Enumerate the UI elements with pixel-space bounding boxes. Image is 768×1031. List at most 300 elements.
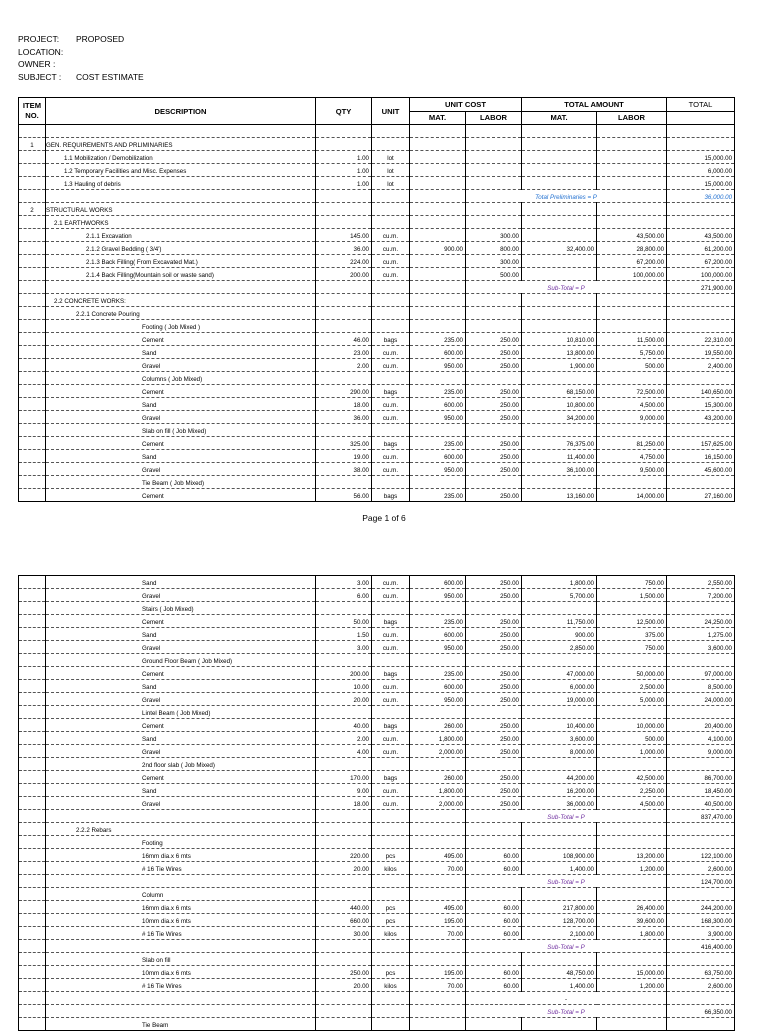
unit-cost-labor-cell: 250.00 — [466, 745, 522, 758]
page-2-rows — [19, 576, 735, 1031]
subtotal-label: Sub-Total = P — [466, 810, 667, 823]
empty-cell — [522, 836, 597, 849]
empty-cell — [597, 424, 667, 437]
total-cell — [667, 125, 735, 138]
qty-cell: 660.00 — [316, 914, 372, 927]
line-item-row — [19, 229, 735, 242]
description-cell: Column — [46, 888, 316, 901]
item-cell — [19, 589, 46, 602]
cost-table-page-1 — [18, 97, 735, 502]
heading-row — [19, 706, 735, 719]
unit-cell: bags — [372, 719, 410, 732]
empty-cell — [466, 602, 522, 615]
empty-cell — [316, 294, 372, 307]
item-cell — [19, 654, 46, 667]
empty-cell — [410, 372, 466, 385]
description-cell: 2.1 EARTHWORKS — [46, 216, 316, 229]
empty-cell — [372, 320, 410, 333]
total-labor-cell: 50,000.00 — [597, 667, 667, 680]
item-cell — [19, 784, 46, 797]
empty-cell — [597, 372, 667, 385]
total-labor-cell: 81,250.00 — [597, 437, 667, 450]
empty-cell — [372, 823, 410, 836]
line-item-row — [19, 901, 735, 914]
total-mat-cell: 1,400.00 — [522, 862, 597, 875]
empty-cell — [597, 320, 667, 333]
unit-cost-mat-cell: 600.00 — [410, 680, 466, 693]
subtotal-row — [19, 875, 735, 888]
line-item-row — [19, 411, 735, 424]
description-cell: Slab on fill — [46, 953, 316, 966]
total-mat-cell — [522, 151, 597, 164]
line-item-row — [19, 914, 735, 927]
unit-cell: bags — [372, 333, 410, 346]
empty-cell — [372, 203, 410, 216]
empty-cell — [597, 1018, 667, 1031]
qty-cell: 2.00 — [316, 732, 372, 745]
total-mat-cell — [522, 229, 597, 242]
total-labor-cell: 39,600.00 — [597, 914, 667, 927]
empty-cell — [410, 953, 466, 966]
description-cell: Gravel — [46, 589, 316, 602]
item-cell — [19, 758, 46, 771]
item-cell — [19, 849, 46, 862]
description-cell: Stairs ( Job Mixed) — [46, 602, 316, 615]
description-cell: GEN. REQUIREMENTS AND PRLIMINARIES — [46, 138, 316, 151]
unit-cost-labor-cell: 250.00 — [466, 680, 522, 693]
unit-cell: bags — [372, 437, 410, 450]
empty-cell — [410, 190, 466, 203]
unit-cost-mat-cell: 600.00 — [410, 398, 466, 411]
qty-cell: 20.00 — [316, 693, 372, 706]
total-mat-cell: 68,150.00 — [522, 385, 597, 398]
line-item-row — [19, 797, 735, 810]
item-cell — [19, 602, 46, 615]
unit-cell: cu.m. — [372, 463, 410, 476]
empty-cell — [410, 294, 466, 307]
item-cell — [19, 125, 46, 138]
qty-cell: 200.00 — [316, 667, 372, 680]
description-cell: 2.1.3 Back Filling( From Excavated Mat.) — [46, 255, 316, 268]
total-cell: 2,550.00 — [667, 576, 735, 589]
section-row — [19, 203, 735, 216]
total-mat-cell: 217,800.00 — [522, 901, 597, 914]
description-cell: Footing ( Job Mixed ) — [46, 320, 316, 333]
empty-cell — [372, 307, 410, 320]
empty-cell — [46, 875, 316, 888]
item-cell — [19, 307, 46, 320]
empty-cell — [19, 875, 46, 888]
qty-cell: 50.00 — [316, 615, 372, 628]
unit-cost-mat-cell: 70.00 — [410, 927, 466, 940]
empty-cell — [316, 320, 372, 333]
subtotal-row — [19, 281, 735, 294]
empty-cell — [372, 940, 410, 953]
total-cell: 2,400.00 — [667, 359, 735, 372]
unit-cell: bags — [372, 771, 410, 784]
item-cell — [19, 164, 46, 177]
line-item-row — [19, 979, 735, 992]
description-cell: Sand — [46, 784, 316, 797]
item-cell — [19, 953, 46, 966]
total-labor-cell: 9,500.00 — [597, 463, 667, 476]
description-cell: Sand — [46, 576, 316, 589]
description-cell: 2.2.2 Rebars — [46, 823, 316, 836]
empty-cell — [372, 216, 410, 229]
empty-cell — [466, 706, 522, 719]
unit-cost-mat-cell: 235.00 — [410, 489, 466, 502]
item-cell: 1 — [19, 138, 46, 151]
unit-cell: bags — [372, 385, 410, 398]
total-cell: 15,000.00 — [667, 177, 735, 190]
subtotal-row — [19, 940, 735, 953]
unit-cost-labor-cell: 60.00 — [466, 966, 522, 979]
empty-cell — [316, 424, 372, 437]
line-item-row — [19, 927, 735, 940]
empty-cell — [522, 307, 597, 320]
empty-cell — [372, 294, 410, 307]
total-labor-cell: 2,250.00 — [597, 784, 667, 797]
qty-cell: 1.00 — [316, 164, 372, 177]
unit-cost-labor-cell: 60.00 — [466, 914, 522, 927]
qty-header: QTY — [316, 98, 372, 125]
line-item-row — [19, 437, 735, 450]
unit-header: UNIT — [372, 98, 410, 125]
empty-cell — [410, 602, 466, 615]
unit-cost-labor-cell: 60.00 — [466, 849, 522, 862]
qty-cell: 1.00 — [316, 177, 372, 190]
description-cell: Tie Beam ( Job Mixed) — [46, 476, 316, 489]
empty-cell — [316, 706, 372, 719]
sheet-header — [18, 33, 318, 83]
unit-cost-labor-cell: 250.00 — [466, 333, 522, 346]
empty-cell — [597, 138, 667, 151]
total-amount-header: TOTAL AMOUNT — [522, 98, 667, 112]
empty-cell — [372, 476, 410, 489]
empty-cell — [316, 138, 372, 151]
item-no-header: ITEM NO. — [19, 98, 46, 125]
total-cell: 2,600.00 — [667, 979, 735, 992]
total-cell: 24,250.00 — [667, 615, 735, 628]
total-labor-cell — [597, 177, 667, 190]
total-labor-cell: 72,500.00 — [597, 385, 667, 398]
item-cell — [19, 346, 46, 359]
total-labor-cell: 26,400.00 — [597, 901, 667, 914]
empty-cell — [372, 1005, 410, 1018]
qty-cell: 1.50 — [316, 628, 372, 641]
empty-cell — [410, 216, 466, 229]
item-cell — [19, 294, 46, 307]
subtotal-value: 36,000.00 — [667, 190, 735, 203]
header-label: PROJECT: — [18, 34, 60, 44]
total-cell: 6,000.00 — [667, 164, 735, 177]
subtotal-label: Sub-Total = P — [466, 875, 667, 888]
subtotal-row — [19, 810, 735, 823]
empty-cell — [316, 836, 372, 849]
description-cell: Columns ( Job Mixed) — [46, 372, 316, 385]
total-cell: 15,000.00 — [667, 151, 735, 164]
empty-cell — [372, 190, 410, 203]
unit-cell: lot — [372, 177, 410, 190]
unit-cell: cu.m. — [372, 346, 410, 359]
total-labor-cell: 9,000.00 — [597, 411, 667, 424]
item-cell — [19, 398, 46, 411]
unit-cost-labor-cell: 250.00 — [466, 784, 522, 797]
empty-cell — [522, 216, 597, 229]
total-labor-cell: 375.00 — [597, 628, 667, 641]
total-cell: 20,400.00 — [667, 719, 735, 732]
description-cell: # 16 Tie Wires — [46, 927, 316, 940]
unit-cost-mat-cell: 195.00 — [410, 914, 466, 927]
description-cell: Cement — [46, 667, 316, 680]
line-item-row — [19, 862, 735, 875]
heading-row — [19, 836, 735, 849]
heading-row — [19, 654, 735, 667]
description-cell: Cement — [46, 385, 316, 398]
unit-cost-mat-header: MAT. — [410, 111, 466, 125]
line-item-row — [19, 745, 735, 758]
item-cell — [19, 463, 46, 476]
heading-row — [19, 424, 735, 437]
subtotal-label: Sub-Total = P — [466, 281, 667, 294]
unit-cost-mat-cell: 70.00 — [410, 862, 466, 875]
unit-cost-labor-cell: 250.00 — [466, 719, 522, 732]
unit-cost-mat-cell: 600.00 — [410, 576, 466, 589]
total-mat-cell: 1,900.00 — [522, 359, 597, 372]
unit-cost-labor-cell: 250.00 — [466, 576, 522, 589]
total-cell: 4,100.00 — [667, 732, 735, 745]
empty-cell — [667, 823, 735, 836]
unit-cost-mat-cell: 260.00 — [410, 719, 466, 732]
empty-cell — [410, 320, 466, 333]
qty-cell: 18.00 — [316, 398, 372, 411]
empty-cell — [372, 706, 410, 719]
description-cell: Cement — [46, 615, 316, 628]
description-cell: 2.1.2 Gravel Bedding ( 3/4') — [46, 242, 316, 255]
empty-cell — [667, 216, 735, 229]
description-cell: Gravel — [46, 463, 316, 476]
qty-cell: 290.00 — [316, 385, 372, 398]
empty-cell — [522, 294, 597, 307]
unit-cost-mat-cell: 235.00 — [410, 333, 466, 346]
total-amount-labor-header: LABOR — [597, 111, 667, 125]
total-labor-cell — [597, 125, 667, 138]
total-labor-cell: 4,500.00 — [597, 398, 667, 411]
total-mat-cell: 13,160.00 — [522, 489, 597, 502]
empty-cell — [316, 823, 372, 836]
empty-cell — [316, 940, 372, 953]
empty-cell — [410, 888, 466, 901]
qty-cell: 36.00 — [316, 411, 372, 424]
unit-cell: cu.m. — [372, 576, 410, 589]
description-cell: Sand — [46, 680, 316, 693]
total-mat-cell — [522, 268, 597, 281]
empty-cell — [667, 372, 735, 385]
description-header: DESCRIPTION — [46, 98, 316, 125]
total-labor-cell: 500.00 — [597, 732, 667, 745]
item-cell — [19, 719, 46, 732]
empty-cell — [316, 1018, 372, 1031]
total-mat-cell: 10,800.00 — [522, 398, 597, 411]
heading-row — [19, 216, 735, 229]
unit-cost-labor-cell: 250.00 — [466, 463, 522, 476]
empty-cell — [410, 1018, 466, 1031]
empty-cell — [316, 992, 372, 1005]
item-cell — [19, 771, 46, 784]
empty-cell — [372, 992, 410, 1005]
empty-cell — [466, 424, 522, 437]
total-labor-cell: 10,000.00 — [597, 719, 667, 732]
item-cell: 2 — [19, 203, 46, 216]
item-cell — [19, 615, 46, 628]
total-mat-cell: 76,375.00 — [522, 437, 597, 450]
line-item-row — [19, 177, 735, 190]
empty-cell — [46, 992, 316, 1005]
description-cell: Cement — [46, 437, 316, 450]
total-labor-cell: 5,750.00 — [597, 346, 667, 359]
description-cell: 16mm dia.x 6 mts — [46, 901, 316, 914]
unit-cell: cu.m. — [372, 229, 410, 242]
header-label: OWNER : — [18, 59, 56, 69]
empty-cell — [410, 203, 466, 216]
unit-cost-mat-cell: 950.00 — [410, 359, 466, 372]
total-labor-cell: 12,500.00 — [597, 615, 667, 628]
empty-cell — [466, 216, 522, 229]
empty-cell — [667, 476, 735, 489]
header-owner-row — [18, 58, 318, 71]
unit-cost-labor-cell: 250.00 — [466, 437, 522, 450]
unit-cost-labor-cell: 250.00 — [466, 797, 522, 810]
empty-cell — [316, 307, 372, 320]
qty-cell: 18.00 — [316, 797, 372, 810]
description-cell: # 16 Tie Wires — [46, 862, 316, 875]
unit-cell: cu.m. — [372, 784, 410, 797]
total-mat-cell: 900.00 — [522, 628, 597, 641]
empty-cell — [667, 307, 735, 320]
description-cell: Gravel — [46, 411, 316, 424]
item-cell — [19, 797, 46, 810]
description-cell: Gravel — [46, 745, 316, 758]
description-cell: Gravel — [46, 693, 316, 706]
unit-cost-mat-cell — [410, 164, 466, 177]
qty-cell: 220.00 — [316, 849, 372, 862]
item-cell — [19, 888, 46, 901]
unit-cell: cu.m. — [372, 359, 410, 372]
description-cell: Sand — [46, 450, 316, 463]
empty-cell — [46, 810, 316, 823]
unit-cost-labor-cell: 500.00 — [466, 268, 522, 281]
empty-cell — [410, 138, 466, 151]
unit-cell: pcs — [372, 966, 410, 979]
total-labor-cell: 1,200.00 — [597, 979, 667, 992]
unit-cost-labor-cell: 250.00 — [466, 771, 522, 784]
description-cell: Ground Floor Beam ( Job Mixed) — [46, 654, 316, 667]
item-cell — [19, 242, 46, 255]
total-mat-cell: 8,000.00 — [522, 745, 597, 758]
item-cell — [19, 359, 46, 372]
unit-cost-mat-cell — [410, 229, 466, 242]
empty-cell — [522, 823, 597, 836]
qty-cell: 2.00 — [316, 359, 372, 372]
empty-cell — [522, 320, 597, 333]
description-cell: # 16 Tie Wires — [46, 979, 316, 992]
empty-cell — [522, 372, 597, 385]
total-cell: 140,650.00 — [667, 385, 735, 398]
total-mat-cell: 3,600.00 — [522, 732, 597, 745]
qty-cell: 4.00 — [316, 745, 372, 758]
description-cell: 2.2 CONCRETE WORKS: — [46, 294, 316, 307]
empty-cell — [316, 758, 372, 771]
empty-cell — [372, 654, 410, 667]
empty-cell — [466, 823, 522, 836]
unit-cost-labor-cell: 250.00 — [466, 411, 522, 424]
qty-cell: 30.00 — [316, 927, 372, 940]
unit-cost-mat-cell: 900.00 — [410, 242, 466, 255]
description-cell: Gravel — [46, 641, 316, 654]
empty-cell — [667, 953, 735, 966]
item-cell — [19, 628, 46, 641]
item-cell — [19, 979, 46, 992]
total-labor-cell: 1,200.00 — [597, 862, 667, 875]
total-mat-cell: 48,750.00 — [522, 966, 597, 979]
empty-cell — [667, 836, 735, 849]
line-item-row — [19, 333, 735, 346]
description-cell: Cement — [46, 719, 316, 732]
item-cell — [19, 927, 46, 940]
total-cell: 168,300.00 — [667, 914, 735, 927]
total-labor-cell: 1,500.00 — [597, 589, 667, 602]
total-labor-cell: 43,500.00 — [597, 229, 667, 242]
total-labor-cell: 1,800.00 — [597, 927, 667, 940]
subtotal-value: 271,900.00 — [667, 281, 735, 294]
total-mat-cell — [522, 164, 597, 177]
line-item-row — [19, 242, 735, 255]
line-item-row — [19, 450, 735, 463]
empty-cell — [316, 810, 372, 823]
unit-cost-labor-cell: 60.00 — [466, 862, 522, 875]
qty-cell: 23.00 — [316, 346, 372, 359]
item-cell — [19, 177, 46, 190]
total-labor-cell: 500.00 — [597, 359, 667, 372]
header-location-row — [18, 46, 318, 59]
item-cell — [19, 450, 46, 463]
description-cell: Sand — [46, 732, 316, 745]
total-cell: 43,200.00 — [667, 411, 735, 424]
total-mat-cell — [522, 255, 597, 268]
description-cell: Sand — [46, 628, 316, 641]
item-cell — [19, 641, 46, 654]
unit-cell: cu.m. — [372, 411, 410, 424]
empty-cell — [372, 424, 410, 437]
item-cell — [19, 229, 46, 242]
total-labor-cell: 13,200.00 — [597, 849, 667, 862]
description-cell: Cement — [46, 489, 316, 502]
total-mat-cell — [522, 177, 597, 190]
qty-cell: 10.00 — [316, 680, 372, 693]
description-cell: 2nd floor slab ( Job Mixed) — [46, 758, 316, 771]
empty-cell — [597, 476, 667, 489]
total-mat-cell: 19,000.00 — [522, 693, 597, 706]
unit-cost-labor-cell: 250.00 — [466, 693, 522, 706]
total-cell: 18,450.00 — [667, 784, 735, 797]
unit-cost-labor-cell: 250.00 — [466, 615, 522, 628]
empty-cell — [597, 758, 667, 771]
line-item-row — [19, 398, 735, 411]
total-amount-mat-header: MAT. — [522, 111, 597, 125]
qty-cell: 9.00 — [316, 784, 372, 797]
unit-cost-mat-cell: 600.00 — [410, 346, 466, 359]
heading-row — [19, 953, 735, 966]
